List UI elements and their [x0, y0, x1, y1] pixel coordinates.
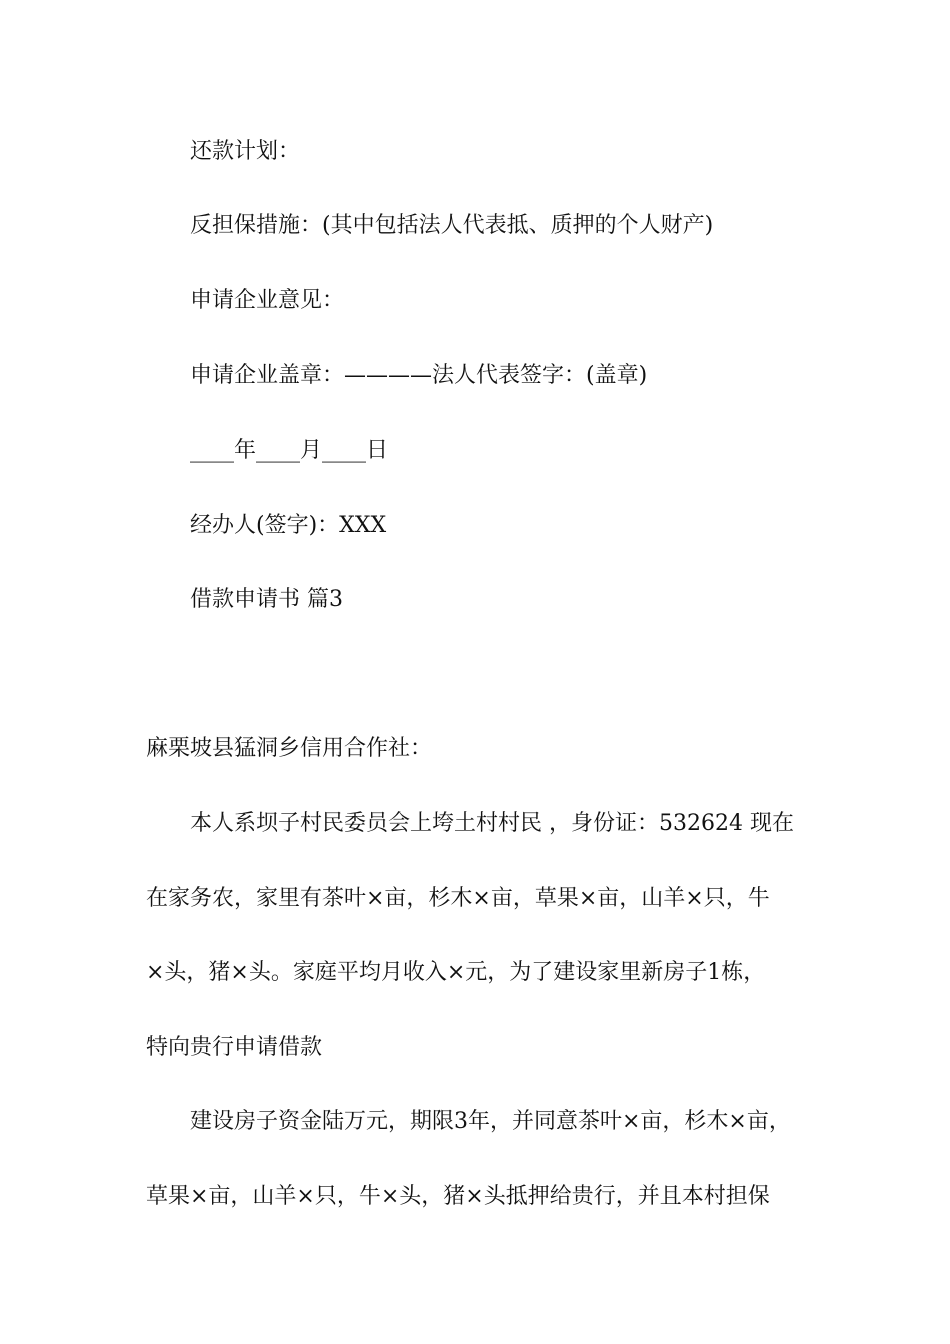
counter-guarantee-line: 反担保措施：(其中包括法人代表抵、质押的个人财产) [190, 213, 714, 238]
body-paragraph-1-line-3: ×头，猪×头。家庭平均月收入×元，为了建设家里新房子1栋， [146, 960, 766, 985]
date-line: ____年____月____日 [190, 438, 389, 463]
body-paragraph-2-line-1: 建设房子资金陆万元，期限3年，并同意茶叶×亩，杉木×亩， [190, 1109, 791, 1134]
body-paragraph-1-line-1: 本人系坝子村民委员会上垮土村村民 ，身份证：532624 现在 [190, 811, 794, 836]
body-paragraph-1-line-4: 特向贵行申请借款 [146, 1035, 323, 1060]
addressee-line: 麻栗坡县猛洞乡信用合作社： [146, 736, 433, 761]
section-title: 借款申请书 篇3 [190, 587, 343, 612]
repayment-plan-line: 还款计划： [190, 139, 301, 164]
handler-signature-line: 经办人(签字)：XXX [190, 513, 387, 538]
company-seal-line: 申请企业盖章：————法人代表签字：(盖章) [190, 363, 648, 388]
body-paragraph-1-line-2: 在家务农，家里有茶叶×亩，杉木×亩，草果×亩，山羊×只，牛 [146, 886, 770, 911]
company-opinion-line: 申请企业意见： [190, 288, 345, 313]
body-paragraph-2-line-2: 草果×亩，山羊×只，牛×头，猪×头抵押给贵行，并且本村担保 [146, 1184, 770, 1209]
